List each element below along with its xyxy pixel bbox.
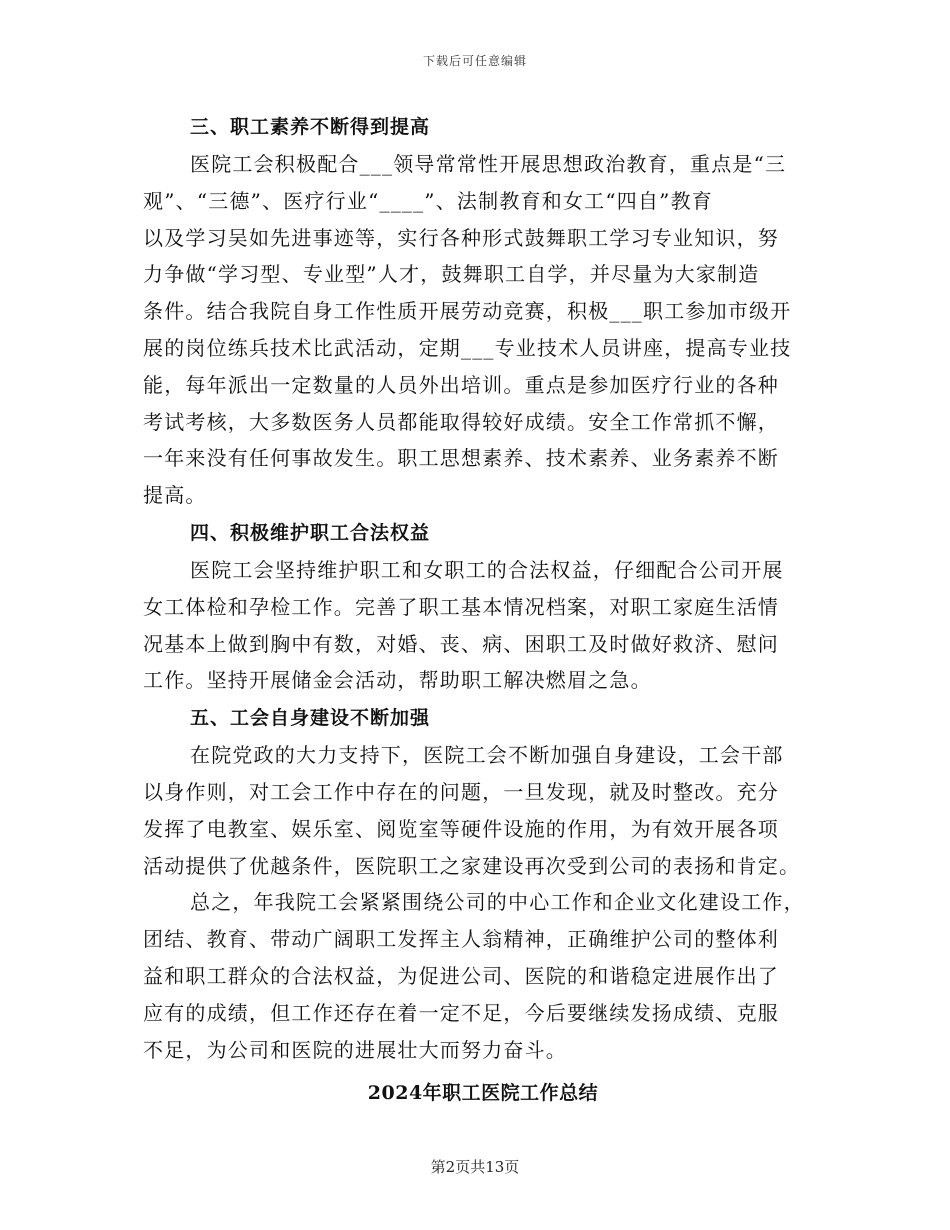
paragraph-line: 一年来没有任何事故发生。职工思想素养、技术素养、业务素养不断: [143, 446, 779, 471]
section-heading: 五、工会自身建设不断加强: [190, 707, 431, 730]
paragraph-line: 总之，年我院工会紧紧围绕公司的中心工作和企业文化建设工作，: [190, 890, 805, 915]
paragraph-line: 以及学习吴如先进事迹等，实行各种形式鼓舞职工学习专业知识，努: [143, 225, 779, 250]
paragraph-line: 活动提供了优越条件，医院职工之家建设再次受到公司的表扬和肯定。: [143, 853, 801, 878]
page-header-note: 下载后可任意编辑: [422, 54, 527, 68]
paragraph-line: 发挥了电教室、娱乐室、阅览室等硬件设施的作用，为有效开展各项: [143, 816, 779, 841]
paragraph-line: 提高。: [143, 483, 207, 508]
paragraph-line: 力争做“学习型、专业型”人才，鼓舞职工自学，并尽量为大家制造: [143, 262, 760, 287]
section-paragraph: [143, 552, 813, 699]
section-paragraph: [143, 737, 813, 884]
conclusion-paragraph: [143, 884, 813, 1068]
paragraph-line: 以身作则，对工会工作中存在的问题，一旦发现，就及时整改。充分: [143, 779, 779, 804]
section-heading: 四、积极维护职工合法权益: [190, 521, 431, 544]
paragraph-line: 团结、教育、带动广阔职工发挥主人翁精神，正确维护公司的整体利: [143, 927, 779, 952]
paragraph-line: 展的岗位练兵技术比武活动，定期___专业技术人员讲座，提高专业技: [143, 335, 792, 360]
paragraph-line: 医院工会积极配合___领导常常性开展思想政治教育，重点是“三: [190, 152, 787, 176]
document-subtitle: 2024年职工医院工作总结: [367, 1082, 599, 1105]
section-paragraph: [143, 146, 813, 514]
page-number: 第2页共13页: [430, 1158, 520, 1176]
paragraph-line: 工作。坚持开展储金会活动，帮助职工解决燃眉之急。: [143, 668, 652, 693]
paragraph-line: 在院党政的大力支持下，医院工会不断加强自身建设，工会干部: [190, 743, 784, 768]
paragraph-line: 能，每年派出一定数量的人员外出培训。重点是参加医疗行业的各种: [143, 372, 779, 397]
paragraph-line: 益和职工群众的合法权益，为促进公司、医院的和谐稳定进展作出了: [143, 963, 779, 988]
paragraph-line: 不足，为公司和医院的进展壮大而努力奋斗。: [143, 1037, 567, 1062]
paragraph-line: 应有的成绩，但工作还存在着一定不足，今后要继续发扬成绩、克服: [143, 1000, 779, 1025]
document-body: [143, 108, 813, 1118]
paragraph-line: 女工体检和孕检工作。完善了职工基本情况档案，对职工家庭生活情: [143, 594, 779, 619]
section-heading: 三、职工素养不断得到提高: [190, 116, 431, 138]
paragraph-line: 况基本上做到胸中有数，对婚、丧、病、困职工及时做好救济、慰问: [143, 631, 779, 656]
paragraph-line: 观”、“三德”、医疗行业“____”、法制教育和女工“四自”教育: [143, 188, 713, 213]
paragraph-line: 医院工会坚持维护职工和女职工的合法权益，仔细配合公司开展: [190, 557, 784, 582]
paragraph-line: 条件。结合我院自身工作性质开展劳动竞赛，积极___职工参加市级开: [143, 299, 792, 324]
paragraph-line: 考试考核，大多数医务人员都能取得较好成绩。安全工作常抓不懈，: [143, 409, 779, 434]
